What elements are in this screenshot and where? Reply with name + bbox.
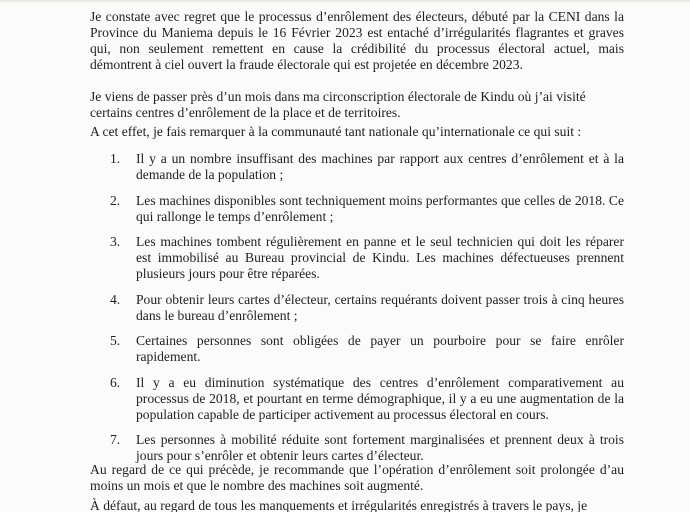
page-top-edge — [0, 0, 690, 2]
list-item — [110, 333, 624, 365]
list-item — [110, 292, 624, 324]
list-item-number: 4. — [110, 291, 121, 307]
list-item-number: 6. — [110, 374, 121, 390]
list-item-text: Pour obtenir leurs cartes d’électeur, certains requérants doivent passer trois à cinq heures dans le bureau d’enrôlement ; — [136, 291, 624, 323]
list-item-number: 2. — [110, 192, 121, 208]
list-item — [110, 432, 624, 464]
list-item — [110, 151, 624, 183]
trailing-paragraph: À défaut, au regard de tous les manquements et irrégularités enregistrés à travers le pays, je — [90, 498, 588, 512]
list-item — [110, 193, 624, 225]
lead-paragraph: A cet effet, je fais remarquer à la communauté tant nationale qu’internationale ce qui suit : — [90, 124, 582, 139]
list-item-text: Il y a eu diminution systématique des centres d’enrôlement comparativement au processus de 2018, et pourtant en terme démographique, il y a eu une augmentation de la population capable de participer activement au processus électoral en cours. — [136, 374, 624, 422]
recommendation-paragraph: Au regard de ce qui précède, je recommande que l’opération d’enrôlement soit prolongée d’au moins un mois et que le nombre des machines soit augmenté. — [90, 462, 624, 493]
list-item-text: Les personnes à mobilité réduite sont fortement marginalisées et prennent deux à trois jours pour s’enrôler et obtenir leurs cartes d’électeur. — [136, 432, 624, 463]
observations-list — [110, 151, 624, 474]
visit-paragraph: Je viens de passer près d’un mois dans ma circonscription électorale de Kindu où j’ai visité certains centres d’enrôlement de la place et de territoires. — [90, 89, 586, 120]
list-item-text: Certaines personnes sont obligées de payer un pourboire pour se faire enrôler rapidement. — [136, 333, 624, 364]
list-item-number: 1. — [110, 151, 121, 166]
list-item — [110, 375, 624, 423]
list-item-number: 5. — [110, 333, 121, 348]
list-item-number: 7. — [110, 432, 121, 447]
list-item-number: 3. — [110, 234, 121, 249]
list-item-text: Les machines disponibles sont techniquement moins performantes que celles de 2018. Ce qui rallonge le temps d’enrôlement ; — [136, 192, 624, 224]
list-item-text: Il y a un nombre insuffisant des machines par rapport aux centres d’enrôlement et à la demande de la population ; — [136, 151, 624, 182]
list-item — [110, 234, 624, 282]
intro-paragraph: Je constate avec regret que le processus d’enrôlement des électeurs, débuté par la CENI dans la Province du Maniema depuis le 16 Février 2023 est entaché d’irrégularités flagrantes et graves qui, non seulement remettent en cause la crédibilité du processus électoral actuel, mais démontrent à ciel ouvert la fraude électorale qui est projetée en décembre 2023. — [90, 9, 624, 72]
list-item-text: Les machines tombent régulièrement en panne et le seul technicien qui doit les réparer est immobilisé au Bureau provincial de Kindu. Les machines défectueuses prennent plusieurs jours pour être réparées. — [136, 234, 624, 281]
